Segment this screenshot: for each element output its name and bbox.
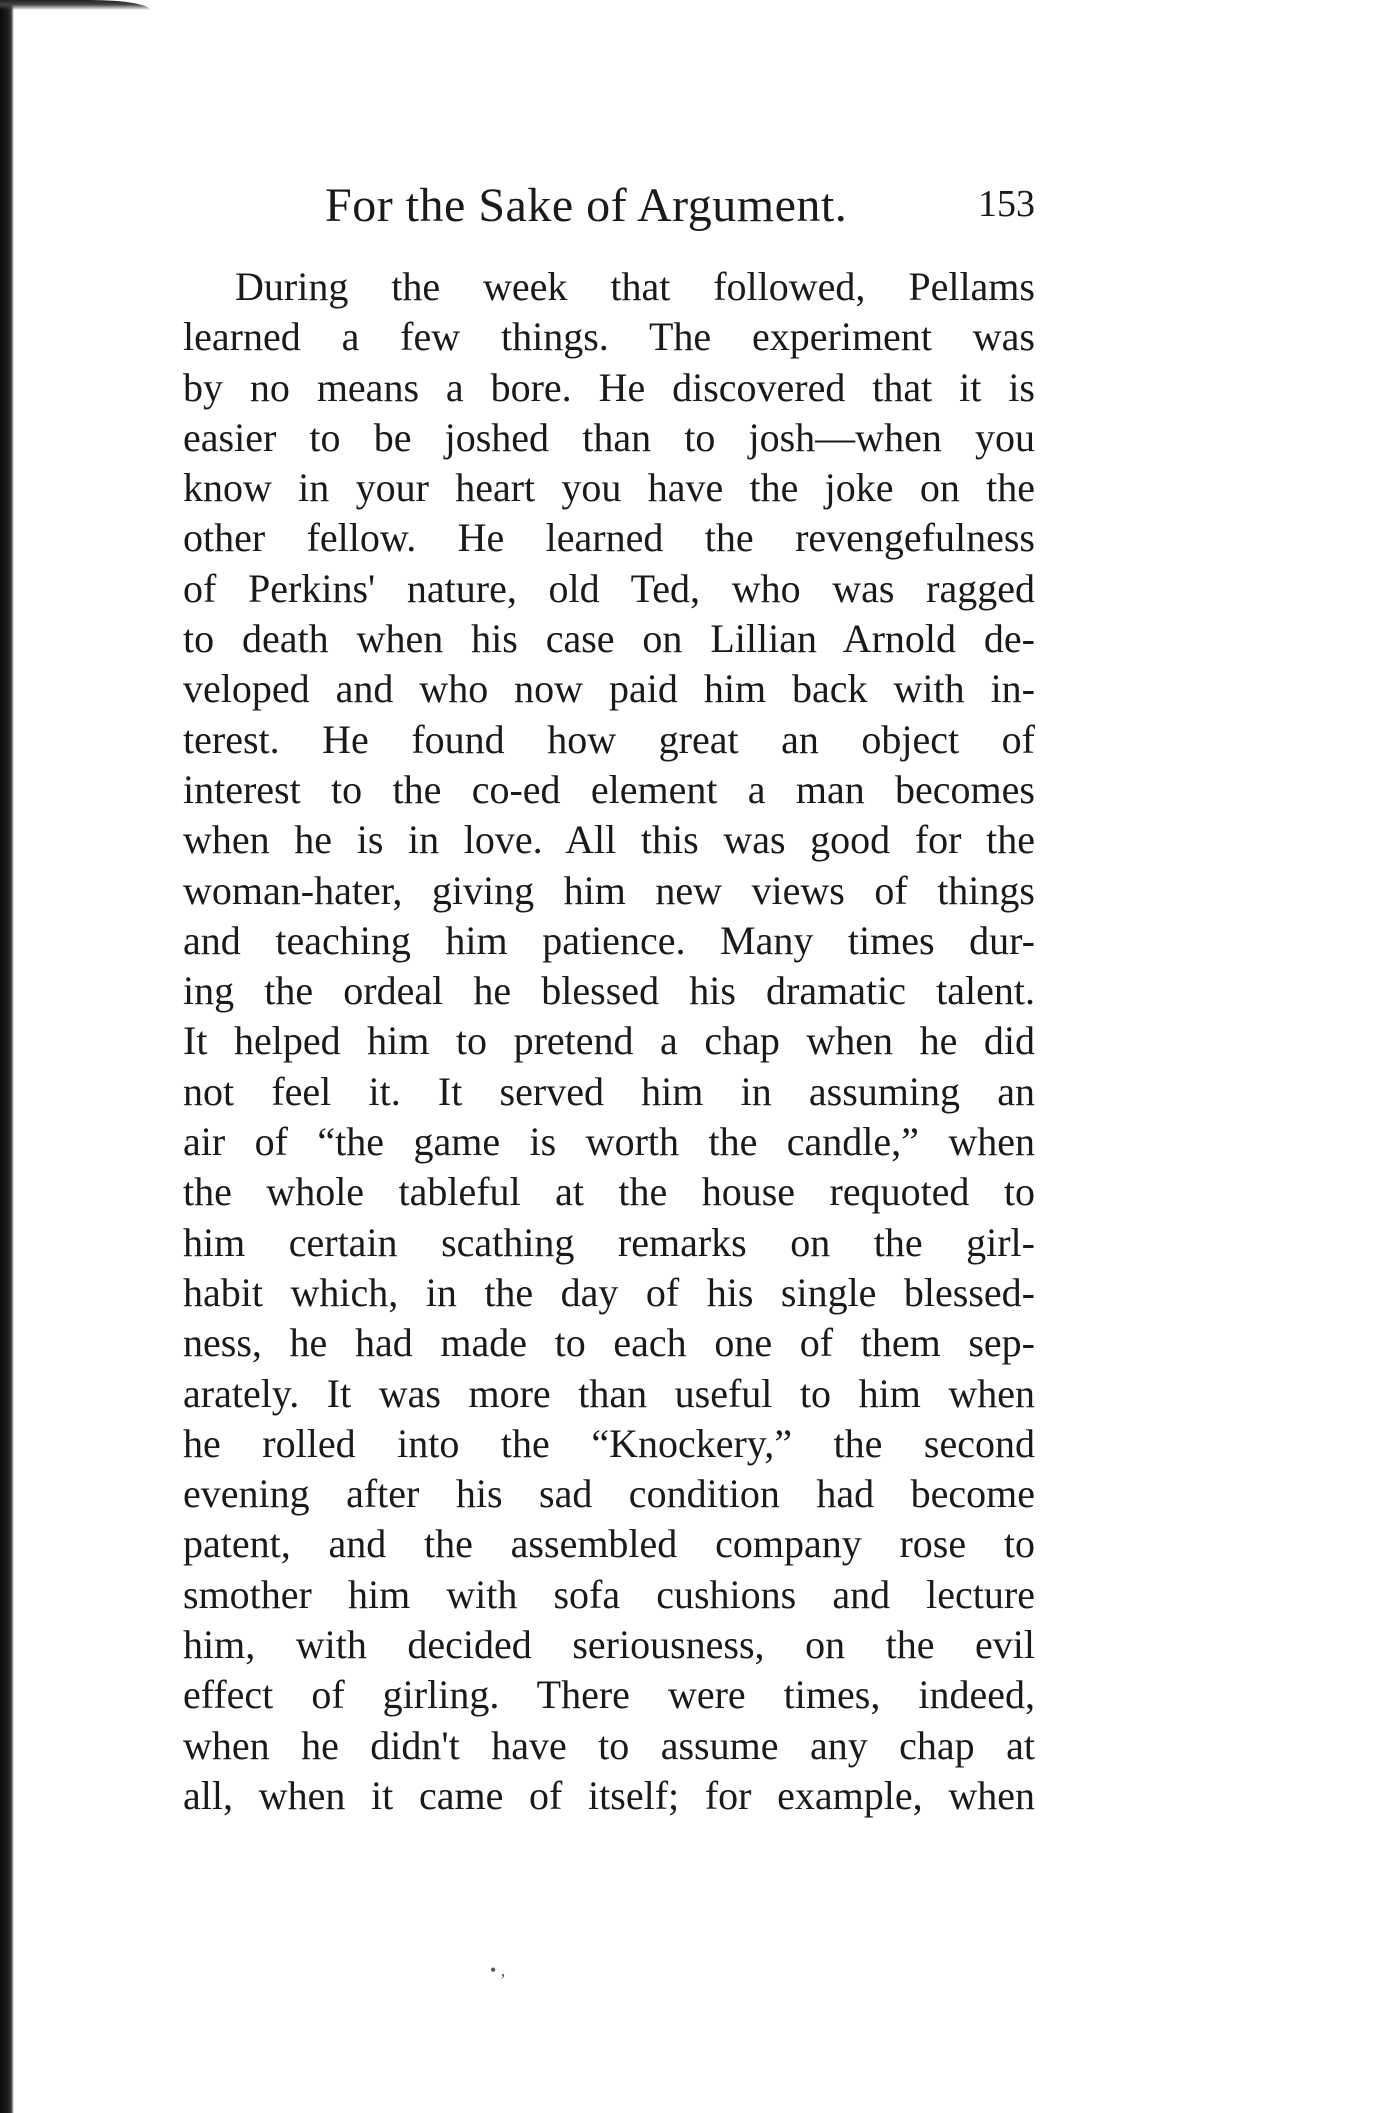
scan-binding-corner [0, 0, 150, 10]
running-title: For the Sake of Argument. [325, 179, 848, 232]
text-line: ing the ordeal he blessed his dramatic talent. [183, 968, 1035, 1014]
text-line: smother him with sofa cushions and lecture [183, 1571, 1035, 1617]
text-line: patent, and the assembled company rose to [183, 1521, 1035, 1567]
text-line: him certain scathing remarks on the girl- [183, 1219, 1035, 1265]
text-line: when he didn't have to assume any chap at [183, 1722, 1035, 1768]
text-line: the whole tableful at the house requoted to [183, 1169, 1035, 1215]
text-line: veloped and who now paid him back with in- [183, 666, 1035, 712]
text-line: During the week that followed, Pellams [235, 264, 1035, 309]
text-line: know in your heart you have the joke on the [183, 465, 1035, 511]
text-line: ness, he had made to each one of them sep- [183, 1320, 1035, 1366]
printer-mark: • , [490, 1960, 506, 1980]
text-line: learned a few things. The experiment was [183, 314, 1035, 360]
scan-binding-edge [0, 0, 14, 2113]
text-line: woman-hater, giving him new views of things [183, 867, 1035, 913]
text-line: he rolled into the “Knockery,” the second [183, 1420, 1035, 1466]
text-line: and teaching him patience. Many times dur- [183, 917, 1035, 963]
text-line: air of “the game is worth the candle,” when [183, 1119, 1035, 1165]
text-line: by no means a bore. He discovered that it is [183, 364, 1035, 410]
text-line: easier to be joshed than to josh—when you [183, 414, 1035, 460]
text-line: arately. It was more than useful to him when [183, 1370, 1035, 1416]
text-line: It helped him to pretend a chap when he did [183, 1018, 1035, 1064]
text-line: terest. He found how great an object of [183, 716, 1035, 762]
text-line: other fellow. He learned the revengefulness [183, 515, 1035, 561]
text-line: not feel it. It served him in assuming an [183, 1068, 1035, 1114]
body-text [183, 262, 1035, 1821]
text-line: when he is in love. All this was good for the [183, 817, 1035, 863]
page-number: 153 [978, 183, 1035, 225]
text-line: all, when it came of itself; for example, when [183, 1772, 1035, 1818]
text-line: evening after his sad condition had become [183, 1471, 1035, 1517]
text-line: effect of girling. There were times, indeed, [183, 1672, 1035, 1718]
text-line: interest to the co-ed element a man becomes [183, 766, 1035, 812]
text-line: to death when his case on Lillian Arnold de- [183, 616, 1035, 662]
text-line: habit which, in the day of his single blessed- [183, 1269, 1035, 1315]
text-line: of Perkins' nature, old Ted, who was ragged [183, 565, 1035, 611]
text-line: him, with decided seriousness, on the evil [183, 1622, 1035, 1668]
running-head [325, 178, 1035, 238]
